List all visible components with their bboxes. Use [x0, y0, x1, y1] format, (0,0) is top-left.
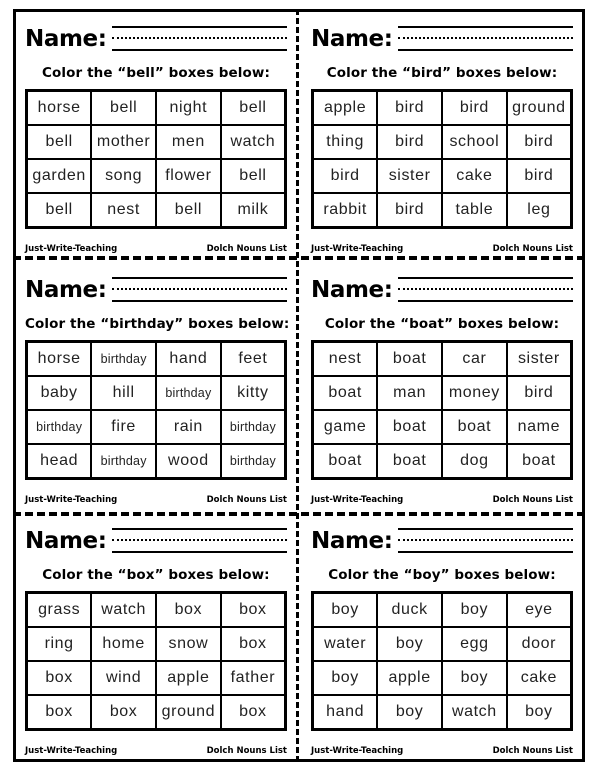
worksheet-card: [13, 511, 299, 762]
word-cell[interactable]: home: [91, 627, 156, 661]
name-label: Name:: [25, 276, 107, 303]
card-footer: [311, 495, 573, 507]
word-grid-row: [27, 661, 286, 695]
writing-rule-1: [112, 277, 287, 279]
word-cell[interactable]: nest: [91, 193, 156, 228]
name-label: Name:: [311, 276, 393, 303]
worksheet-card: [299, 9, 585, 260]
word-cell[interactable]: boy: [313, 593, 378, 628]
footer-credit: Just-Write-Teaching: [311, 244, 404, 254]
word-grid-row: [27, 593, 286, 628]
name-writing-line[interactable]: [398, 526, 573, 556]
word-cell[interactable]: box: [221, 695, 286, 730]
word-cell[interactable]: box: [156, 593, 221, 628]
word-grid-row: [313, 695, 572, 730]
word-cell[interactable]: car: [442, 342, 507, 377]
word-cell[interactable]: leg: [507, 193, 572, 228]
footer-credit: Just-Write-Teaching: [25, 495, 118, 505]
footer-list-name: Dolch Nouns List: [206, 495, 287, 505]
card-footer: [25, 244, 287, 256]
word-cell[interactable]: flower: [156, 159, 221, 193]
word-cell[interactable]: birthday: [91, 444, 156, 479]
word-grid-row: [313, 410, 572, 444]
word-grid-row: [27, 125, 286, 159]
word-cell[interactable]: name: [507, 410, 572, 444]
word-cell[interactable]: kitty: [221, 376, 286, 410]
word-grid: [311, 340, 573, 480]
word-cell[interactable]: watch: [221, 125, 286, 159]
word-cell[interactable]: grass: [27, 593, 92, 628]
word-cell[interactable]: nest: [313, 342, 378, 377]
word-grid-row: [27, 193, 286, 228]
worksheet-card: [13, 260, 299, 511]
word-cell[interactable]: hill: [91, 376, 156, 410]
word-cell[interactable]: horse: [27, 91, 92, 126]
word-cell[interactable]: birthday: [91, 342, 156, 377]
word-cell[interactable]: box: [91, 695, 156, 730]
word-cell[interactable]: boy: [442, 593, 507, 628]
word-cell[interactable]: night: [156, 91, 221, 126]
word-cell[interactable]: bird: [507, 159, 572, 193]
footer-credit: Just-Write-Teaching: [25, 244, 118, 254]
instruction-text: Color the “bird” boxes below:: [326, 65, 558, 81]
name-writing-line[interactable]: [112, 24, 287, 54]
word-cell[interactable]: cake: [507, 661, 572, 695]
word-cell[interactable]: bird: [507, 125, 572, 159]
word-cell[interactable]: bell: [221, 91, 286, 126]
word-cell[interactable]: birthday: [156, 376, 221, 410]
word-cell[interactable]: boat: [507, 444, 572, 479]
footer-credit: Just-Write-Teaching: [311, 746, 404, 756]
writing-rule-3: [398, 300, 573, 302]
word-grid: [25, 340, 287, 480]
word-cell[interactable]: box: [221, 627, 286, 661]
word-cell[interactable]: egg: [442, 627, 507, 661]
word-grid: [25, 89, 287, 229]
word-grid-row: [313, 593, 572, 628]
word-cell[interactable]: table: [442, 193, 507, 228]
writing-rule-1: [112, 26, 287, 28]
word-grid-row: [313, 376, 572, 410]
name-row: [311, 19, 573, 59]
word-cell[interactable]: feet: [221, 342, 286, 377]
word-cell[interactable]: bird: [442, 91, 507, 126]
writing-rule-3: [112, 300, 287, 302]
word-grid-wrapper: [25, 89, 287, 238]
word-cell[interactable]: birthday: [221, 410, 286, 444]
word-cell[interactable]: boat: [313, 444, 378, 479]
word-cell[interactable]: school: [442, 125, 507, 159]
word-grid-wrapper: [311, 340, 573, 489]
word-grid-wrapper: [25, 591, 287, 740]
writing-rule-1: [398, 26, 573, 28]
word-grid-row: [313, 661, 572, 695]
card-footer: [25, 495, 287, 507]
word-cell[interactable]: baby: [27, 376, 92, 410]
word-grid: [311, 591, 573, 731]
name-label: Name:: [25, 527, 107, 554]
footer-list-name: Dolch Nouns List: [206, 746, 287, 756]
vertical-cut-guide: [296, 9, 299, 762]
word-grid-row: [313, 444, 572, 479]
worksheet-card: [299, 511, 585, 762]
instruction-text: Color the “boat” boxes below:: [324, 316, 560, 332]
word-grid-row: [313, 125, 572, 159]
word-grid-row: [27, 342, 286, 377]
name-writing-line[interactable]: [112, 275, 287, 305]
word-cell[interactable]: milk: [221, 193, 286, 228]
word-grid-wrapper: [311, 591, 573, 740]
word-cell[interactable]: watch: [442, 695, 507, 730]
word-cell[interactable]: ground: [507, 91, 572, 126]
word-cell[interactable]: wood: [156, 444, 221, 479]
word-grid-row: [313, 627, 572, 661]
name-label: Name:: [25, 25, 107, 52]
word-cell[interactable]: sister: [507, 342, 572, 377]
name-row: [25, 521, 287, 561]
word-cell[interactable]: birthday: [221, 444, 286, 479]
card-footer: [311, 244, 573, 256]
word-cell[interactable]: bird: [377, 91, 442, 126]
footer-credit: Just-Write-Teaching: [25, 746, 118, 756]
word-cell[interactable]: dog: [442, 444, 507, 479]
word-cell[interactable]: man: [377, 376, 442, 410]
footer-credit: Just-Write-Teaching: [311, 495, 404, 505]
word-grid-wrapper: [311, 89, 573, 238]
word-cell[interactable]: hand: [313, 695, 378, 730]
name-writing-line[interactable]: [398, 275, 573, 305]
word-grid-wrapper: [25, 340, 287, 489]
word-cell[interactable]: apple: [377, 661, 442, 695]
word-cell[interactable]: fire: [91, 410, 156, 444]
word-cell[interactable]: water: [313, 627, 378, 661]
word-cell[interactable]: boat: [442, 410, 507, 444]
word-cell[interactable]: bird: [507, 376, 572, 410]
word-grid-row: [27, 695, 286, 730]
word-grid-row: [27, 444, 286, 479]
word-grid-row: [27, 159, 286, 193]
word-cell[interactable]: bell: [27, 193, 92, 228]
word-cell[interactable]: boat: [377, 444, 442, 479]
word-cell[interactable]: bell: [221, 159, 286, 193]
word-grid-row: [313, 159, 572, 193]
writing-rule-2: [398, 37, 573, 39]
word-cell[interactable]: boy: [377, 627, 442, 661]
word-cell[interactable]: boy: [313, 661, 378, 695]
word-cell[interactable]: boat: [313, 376, 378, 410]
word-cell[interactable]: sister: [377, 159, 442, 193]
word-cell[interactable]: box: [27, 661, 92, 695]
word-cell[interactable]: men: [156, 125, 221, 159]
word-cell[interactable]: boy: [377, 695, 442, 730]
word-cell[interactable]: bell: [156, 193, 221, 228]
word-grid: [311, 89, 573, 229]
worksheet-card: [13, 9, 299, 260]
footer-list-name: Dolch Nouns List: [206, 244, 287, 254]
word-cell[interactable]: wind: [91, 661, 156, 695]
writing-rule-2: [112, 37, 287, 39]
word-cell[interactable]: eye: [507, 593, 572, 628]
worksheet-card: [299, 260, 585, 511]
name-writing-line[interactable]: [112, 526, 287, 556]
writing-rule-1: [112, 528, 287, 530]
word-cell[interactable]: mother: [91, 125, 156, 159]
word-grid-row: [313, 193, 572, 228]
word-cell[interactable]: bell: [27, 125, 92, 159]
word-grid-row: [27, 627, 286, 661]
name-label: Name:: [311, 527, 393, 554]
word-cell[interactable]: thing: [313, 125, 378, 159]
word-cell[interactable]: garden: [27, 159, 92, 193]
instruction-text: Color the “box” boxes below:: [42, 567, 270, 583]
name-row: [311, 270, 573, 310]
word-cell[interactable]: bird: [377, 125, 442, 159]
card-grid: [13, 9, 585, 762]
word-grid-row: [27, 91, 286, 126]
word-cell[interactable]: snow: [156, 627, 221, 661]
writing-rule-3: [398, 551, 573, 553]
word-grid-row: [27, 410, 286, 444]
word-cell[interactable]: father: [221, 661, 286, 695]
horizontal-cut-guide-2: [13, 512, 585, 516]
card-footer: [25, 746, 287, 758]
word-cell[interactable]: rain: [156, 410, 221, 444]
writing-rule-1: [398, 528, 573, 530]
word-cell[interactable]: bird: [377, 193, 442, 228]
instruction-text: Color the “boy” boxes below:: [328, 567, 556, 583]
word-cell[interactable]: ring: [27, 627, 92, 661]
footer-list-name: Dolch Nouns List: [492, 244, 573, 254]
name-row: [25, 270, 287, 310]
word-grid-row: [313, 342, 572, 377]
word-cell[interactable]: apple: [313, 91, 378, 126]
word-cell[interactable]: ground: [156, 695, 221, 730]
word-cell[interactable]: boat: [377, 342, 442, 377]
word-cell[interactable]: bell: [91, 91, 156, 126]
word-grid-row: [27, 376, 286, 410]
writing-rule-2: [398, 288, 573, 290]
word-cell[interactable]: watch: [91, 593, 156, 628]
word-cell[interactable]: boy: [442, 661, 507, 695]
writing-rule-2: [112, 288, 287, 290]
word-cell[interactable]: rabbit: [313, 193, 378, 228]
writing-rule-3: [112, 49, 287, 51]
word-cell[interactable]: hand: [156, 342, 221, 377]
name-label: Name:: [311, 25, 393, 52]
footer-list-name: Dolch Nouns List: [492, 746, 573, 756]
word-cell[interactable]: boat: [377, 410, 442, 444]
word-grid: [25, 591, 287, 731]
word-cell[interactable]: cake: [442, 159, 507, 193]
word-cell[interactable]: game: [313, 410, 378, 444]
word-cell[interactable]: box: [27, 695, 92, 730]
word-cell[interactable]: boy: [507, 695, 572, 730]
word-cell[interactable]: birthday: [27, 410, 92, 444]
word-cell[interactable]: money: [442, 376, 507, 410]
word-cell[interactable]: horse: [27, 342, 92, 377]
word-cell[interactable]: song: [91, 159, 156, 193]
writing-rule-3: [112, 551, 287, 553]
word-cell[interactable]: duck: [377, 593, 442, 628]
name-row: [25, 19, 287, 59]
card-footer: [311, 746, 573, 758]
word-cell[interactable]: apple: [156, 661, 221, 695]
word-grid-row: [313, 91, 572, 126]
word-cell[interactable]: bird: [313, 159, 378, 193]
word-cell[interactable]: door: [507, 627, 572, 661]
writing-rule-2: [112, 539, 287, 541]
name-row: [311, 521, 573, 561]
instruction-text: Color the “bell” boxes below:: [42, 65, 270, 81]
word-cell[interactable]: head: [27, 444, 92, 479]
instruction-text: Color the “birthday” boxes below:: [25, 316, 290, 332]
word-cell[interactable]: box: [221, 593, 286, 628]
name-writing-line[interactable]: [398, 24, 573, 54]
writing-rule-2: [398, 539, 573, 541]
writing-rule-1: [398, 277, 573, 279]
horizontal-cut-guide-1: [13, 256, 585, 260]
footer-list-name: Dolch Nouns List: [492, 495, 573, 505]
writing-rule-3: [398, 49, 573, 51]
